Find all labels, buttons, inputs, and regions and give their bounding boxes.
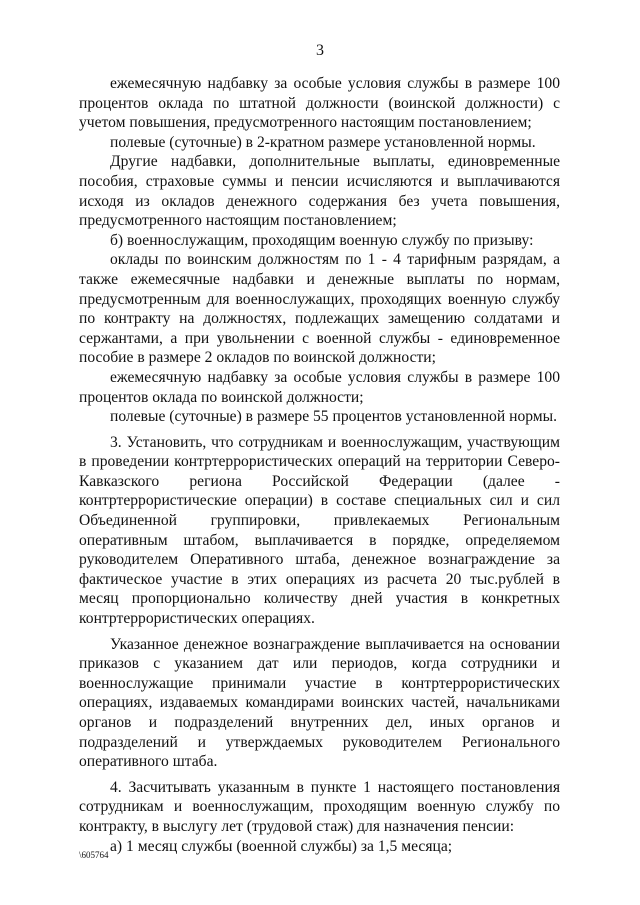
- paragraph: ежемесячную надбавку за особые условия службы в размере 100 процентов оклада по воинской должности;: [79, 368, 560, 406]
- paragraph: оклады по воинским должностям по 1 - 4 тарифным разрядам, а также ежемесячные надбавки и денежные выплаты по нормам, предусмотренным для военнослужащих, проходящих военную службу по контракту на должностях, подлежащих замещению солдатами и сержантами, а при увольнении с военной службы - единовременное пособие в размере 2 окладов по воинской должности;: [79, 251, 560, 367]
- paragraph: полевые (суточные) в размере 55 процентов установленной нормы.: [110, 408, 558, 426]
- body-text: [79, 74, 560, 856]
- page-number: 3: [316, 42, 324, 59]
- paragraph: б) военнослужащим, проходящим военную службу по призыву:: [110, 231, 534, 249]
- paragraph: Указанное денежное вознаграждение выплачивается на основании приказов с указанием дат или периодов, когда сотрудники и военнослужащие принимали участие в контртеррористических операциях, издаваемых командирами воинских частей, начальниками органов и подразделений внутренних дел, иных органов и подразделений и утверждаемых руководителем Регионального оперативного штаба.: [79, 635, 560, 771]
- paragraph: ежемесячную надбавку за особые условия службы в размере 100 процентов оклада по штатной должности (воинской должности) с учетом повышения, предусмотренного настоящим постановлением;: [79, 75, 560, 132]
- paragraph: 4. Засчитывать указанным в пункте 1 настоящего постановления сотрудникам и военнослужащим, проходящим военную службу по контракту, в выслугу лет (трудовой стаж) для назначения пенсии:: [79, 778, 560, 835]
- paragraph: Другие надбавки, дополнительные выплаты, единовременные пособия, страховые суммы и пенсии исчисляются и выплачиваются исходя из окладов денежного содержания без учета повышения, предусмотренного настоящим постановлением;: [79, 153, 560, 230]
- paragraph: а) 1 месяц службы (военной службы) за 1,5 месяца;: [110, 837, 453, 855]
- document-code: \605764: [79, 850, 109, 860]
- paragraph: полевые (суточные) в 2-кратном размере установленной нормы.: [110, 133, 536, 151]
- paragraph: 3. Установить, что сотрудникам и военнослужащим, участвующим в проведении контртеррористических операций на территории Северо-Кавказского региона Российской Федерации (далее - контртеррористические операции) в составе специальных сил и сил Объединенной группировки, привлекаемых Региональным оперативным штабом, выплачивается в порядке, определяемом руководителем Оперативного штаба, денежное вознаграждение за фактическое участие в этих операциях из расчета 20 тыс.рублей в месяц пропорционально количеству дней участия в конкретных контртеррористических операциях.: [79, 433, 560, 628]
